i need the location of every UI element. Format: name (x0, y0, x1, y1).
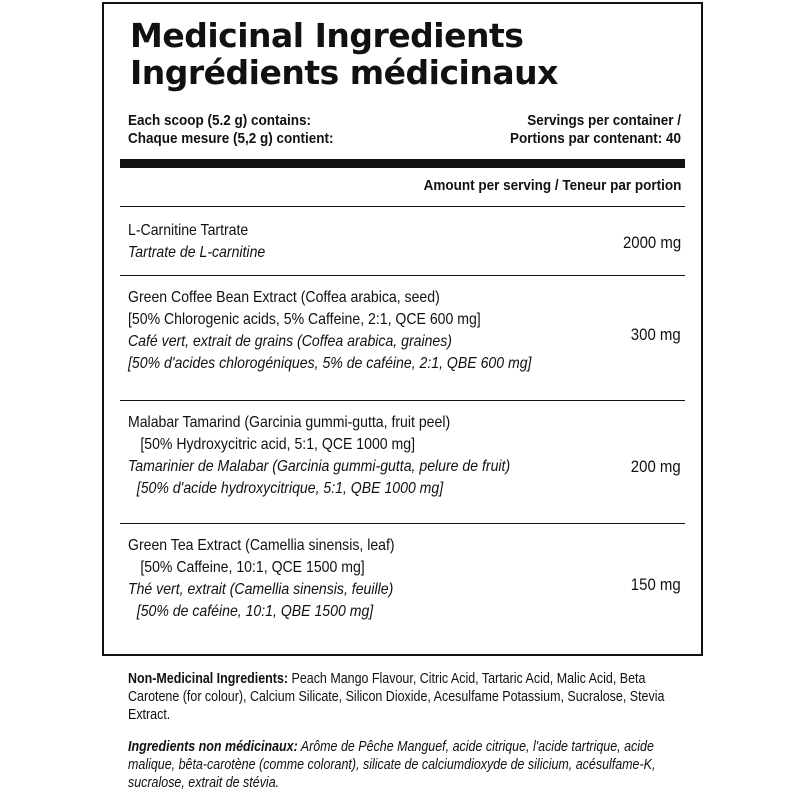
ingredient-name-fr: Tamarinier de Malabar (Garcinia gummi-gutta, pelure de fruit) (128, 458, 511, 475)
title-french: Ingrédients médicinaux (130, 53, 558, 92)
ingredient-detail-fr: [50% d'acide hydroxycitrique, 5:1, QBE 1000 mg] (136, 480, 444, 497)
non-medicinal-ingredients-fr (128, 738, 678, 792)
serving-size-en: Each scoop (5.2 g) contains: (128, 112, 312, 129)
ingredient-green-coffee-bean (128, 287, 531, 375)
divider (120, 206, 685, 207)
ingredient-detail-en: [50% Caffeine, 10:1, QCE 1500 mg] (140, 559, 365, 576)
amount-per-serving-header: Amount per serving / Teneur par portion (423, 177, 681, 194)
ingredient-amount: 2000 mg (622, 233, 681, 252)
ingredient-l-carnitine (128, 220, 265, 264)
serving-size-info (128, 112, 334, 148)
servings-per-container-en: Servings per container / (527, 112, 681, 129)
ingredient-detail-en: [50% Chlorogenic acids, 5% Caffeine, 2:1, QCE 600 mg] (128, 311, 481, 328)
ingredient-name-fr: Thé vert, extrait (Camellia sinensis, feuille) (128, 581, 394, 598)
ingredient-green-tea (128, 535, 395, 623)
title-english: Medicinal Ingredients (130, 16, 524, 55)
divider (120, 523, 685, 524)
ingredient-name-en: Green Tea Extract (Camellia sinensis, leaf) (128, 537, 395, 554)
ingredient-detail-en: [50% Hydroxycitric acid, 5:1, QCE 1000 mg] (140, 436, 415, 453)
servings-per-container-fr: Portions par contenant: 40 (509, 130, 681, 147)
ingredient-detail-fr: [50% d'acides chlorogéniques, 5% de caféine, 2:1, QBE 600 mg] (128, 355, 532, 372)
divider (120, 275, 685, 276)
non-medicinal-label-fr: Ingredients non médicinaux: (128, 739, 298, 755)
non-medicinal-text-en: Peach Mango Flavour, Citric Acid, Tartaric Acid, Malic Acid, Beta Carotene (for colour), Calcium Silicate, Silicon Dioxide, Acesulfame Potassium, Sucralose, Stevia Extract. (128, 671, 665, 723)
ingredient-malabar-tamarind (128, 412, 510, 500)
ingredient-name-en: Malabar Tamarind (Garcinia gummi-gutta, fruit peel) (128, 414, 451, 431)
serving-size-fr: Chaque mesure (5,2 g) contient: (128, 130, 334, 147)
non-medicinal-label-en: Non-Medicinal Ingredients: (128, 671, 289, 687)
thick-divider (120, 159, 685, 168)
ingredient-amount: 200 mg (631, 457, 681, 476)
ingredient-name-en: Green Coffee Bean Extract (Coffea arabica, seed) (128, 289, 440, 306)
ingredient-detail-fr: [50% de caféine, 10:1, QBE 1500 mg] (136, 603, 374, 620)
ingredient-amount: 150 mg (631, 575, 681, 594)
servings-per-container (510, 112, 681, 148)
ingredient-name-fr: Café vert, extrait de grains (Coffea arabica, graines) (128, 333, 452, 350)
non-medicinal-text-fr: Arôme de Pêche Manguef, acide citrique, l'acide tartrique, acide malique, bêta-carotène (comme colorant), silicate de calciumdioxyde de silicium, acésulfame-K, sucralose, extrait de stévia. (128, 739, 656, 791)
ingredient-name-en: L-Carnitine Tartrate (128, 222, 249, 239)
ingredient-name-fr: Tartrate de L-carnitine (128, 244, 266, 261)
medicinal-ingredients-panel (102, 2, 703, 656)
ingredient-amount: 300 mg (631, 325, 681, 344)
non-medicinal-ingredients-en (128, 670, 678, 724)
divider (120, 400, 685, 401)
